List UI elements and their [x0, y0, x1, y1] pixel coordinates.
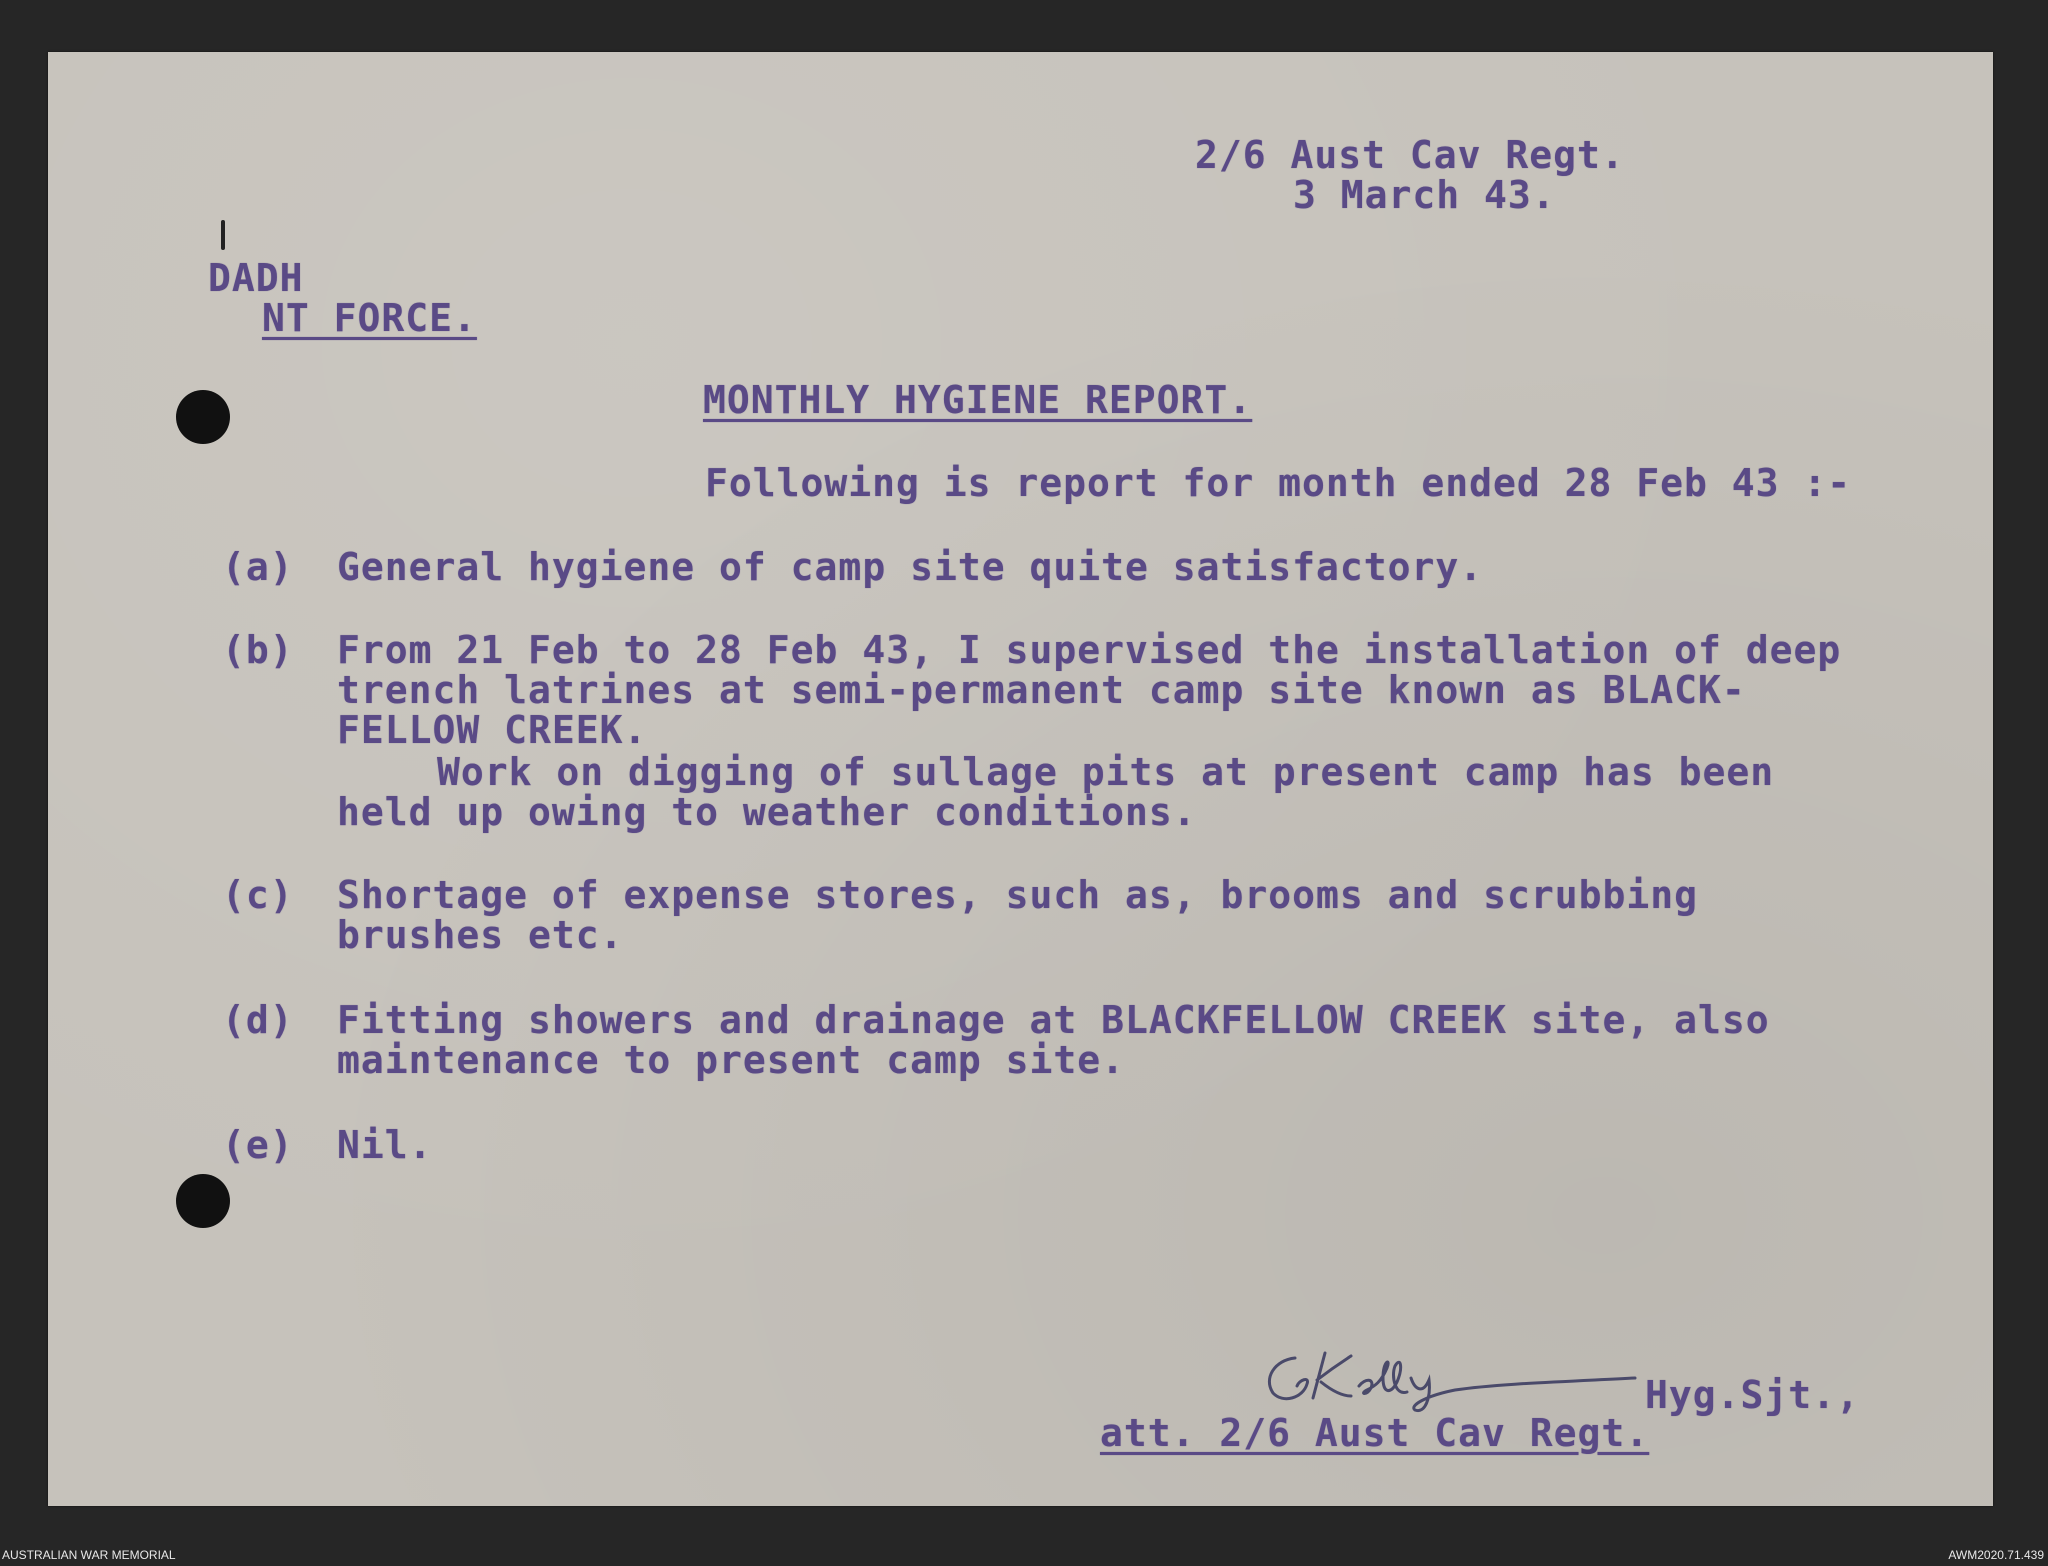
- item-label-c: (c): [222, 873, 294, 917]
- punch-hole-top: [176, 390, 230, 444]
- item-b-line-5: held up owing to weather conditions.: [337, 790, 1197, 834]
- item-c-line-2: brushes etc.: [337, 913, 624, 957]
- item-d-line-1: Fitting showers and drainage at BLACKFELLOW CREEK site, also: [337, 998, 1770, 1042]
- address-line-2: NT FORCE.: [262, 296, 477, 340]
- footer-right-caption: AWM2020.71.439: [1948, 1548, 2044, 1562]
- item-b-line-4: Work on digging of sullage pits at present camp has been: [437, 750, 1775, 794]
- item-label-a: (a): [222, 545, 294, 589]
- item-e-line-1: Nil.: [337, 1123, 433, 1167]
- header-date: 3 March 43.: [1293, 173, 1556, 217]
- page-mark: [221, 220, 225, 250]
- item-b-line-2: trench latrines at semi-permanent camp site known as BLACK-: [337, 668, 1746, 712]
- report-intro: Following is report for month ended 28 Feb 43 :-: [705, 461, 1852, 505]
- address-line-1: DADH: [208, 256, 304, 300]
- item-b-line-3: FELLOW CREEK.: [337, 708, 648, 752]
- signatory-attachment: att. 2/6 Aust Cav Regt.: [1100, 1411, 1650, 1455]
- signatory-rank: Hyg.Sjt.,: [1645, 1373, 1860, 1417]
- punch-hole-bottom: [176, 1174, 230, 1228]
- item-d-line-2: maintenance to present camp site.: [337, 1038, 1125, 1082]
- item-label-e: (e): [222, 1123, 294, 1167]
- item-c-line-1: Shortage of expense stores, such as, brooms and scrubbing: [337, 873, 1699, 917]
- report-title: MONTHLY HYGIENE REPORT.: [703, 378, 1253, 422]
- header-unit: 2/6 Aust Cav Regt.: [1195, 133, 1625, 177]
- item-label-d: (d): [222, 998, 294, 1042]
- item-a-line-1: General hygiene of camp site quite satisfactory.: [337, 545, 1484, 589]
- item-b-line-1: From 21 Feb to 28 Feb 43, I supervised the installation of deep: [337, 628, 1842, 672]
- handwritten-signature: [1255, 1338, 1645, 1416]
- footer-left-caption: AUSTRALIAN WAR MEMORIAL: [2, 1548, 176, 1562]
- item-label-b: (b): [222, 628, 294, 672]
